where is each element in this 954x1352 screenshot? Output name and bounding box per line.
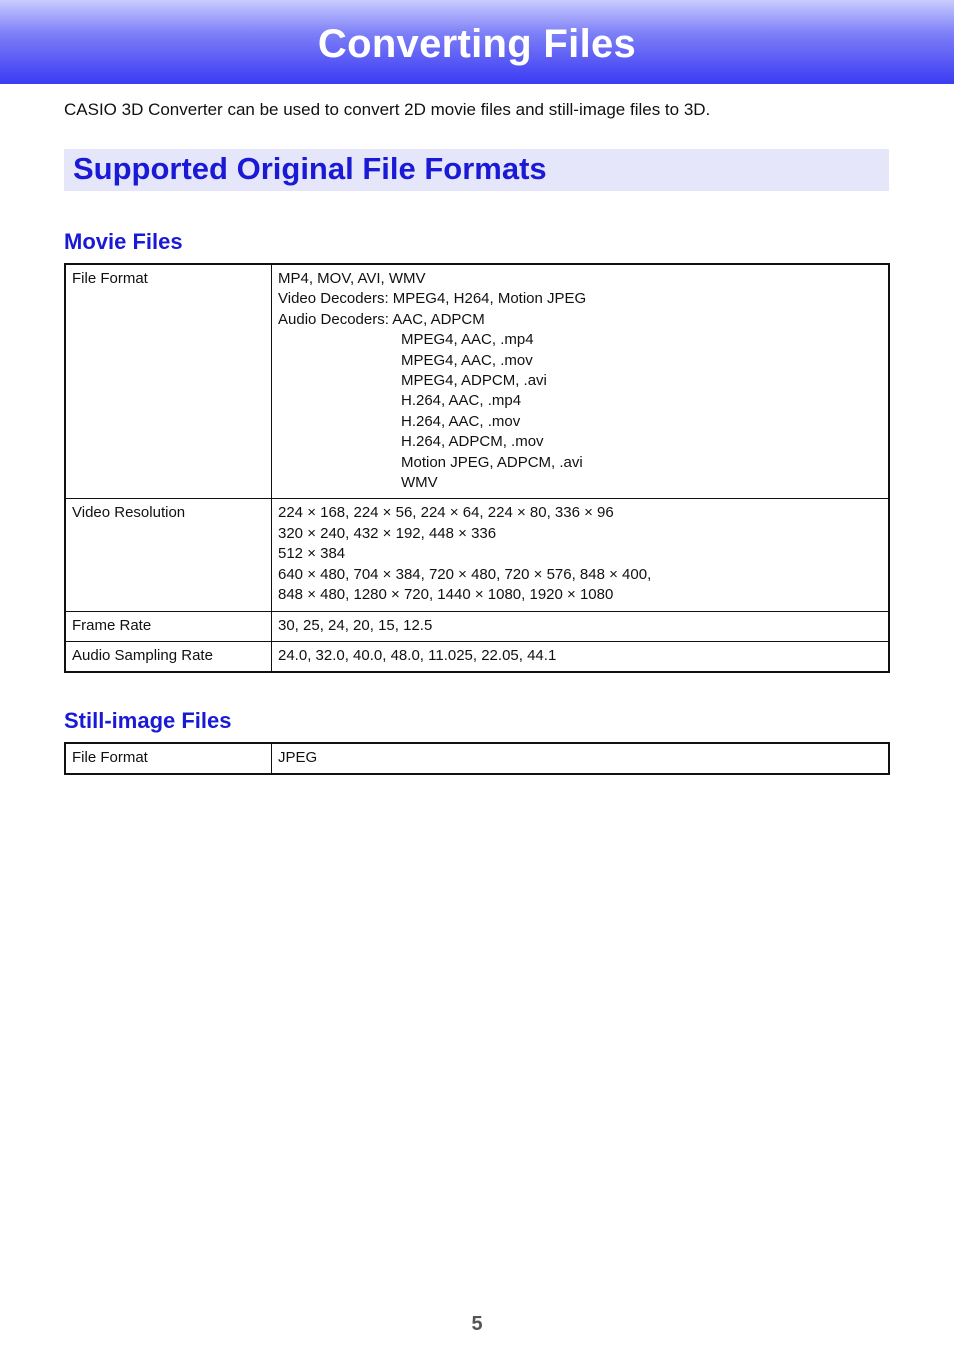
resolution-line: 848 × 480, 1280 × 720, 1440 × 1080, 1920 × 1080 (278, 586, 614, 604)
movie-formats-table (64, 263, 890, 673)
row-label-file-format: File Format (65, 743, 272, 774)
table-row (65, 743, 889, 774)
format-line: MP4, MOV, AVI, WMV (278, 270, 426, 287)
file-format-value (272, 264, 890, 499)
page-number: 5 (471, 1313, 483, 1335)
resolution-line: 512 × 384 (278, 545, 346, 563)
table-row (65, 641, 889, 672)
codec-combo: H.264, ADPCM, .mov (401, 433, 544, 451)
codec-combo: WMV (401, 474, 438, 492)
movie-files-heading: Movie Files (64, 229, 183, 254)
codec-combo: H.264, AAC, .mp4 (401, 392, 522, 410)
section-header (64, 149, 889, 191)
still-image-files-heading: Still-image Files (64, 708, 232, 733)
still-file-format-value: JPEG (272, 743, 890, 774)
section-title: Supported Original File Formats (73, 151, 547, 186)
resolution-line: 224 × 168, 224 × 56, 224 × 64, 224 × 80, 336 × 96 (278, 504, 614, 522)
resolution-line: 640 × 480, 704 × 384, 720 × 480, 720 × 576, 848 × 400, (278, 565, 652, 583)
audio-sampling-rate-value: 24.0, 32.0, 40.0, 48.0, 11.025, 22.05, 44.1 (272, 641, 890, 672)
still-image-formats-table (64, 742, 890, 775)
row-label-audio-sampling-rate: Audio Sampling Rate (65, 641, 272, 672)
table-row (65, 499, 889, 611)
format-line: Audio Decoders: AAC, ADPCM (278, 310, 485, 328)
codec-combo: H.264, AAC, .mov (401, 412, 521, 430)
intro-text: CASIO 3D Converter can be used to convert 2D movie files and still-image files to 3D. (64, 100, 711, 119)
row-label-file-format: File Format (65, 264, 272, 499)
format-line: Video Decoders: MPEG4, H264, Motion JPEG (278, 290, 587, 308)
table-row (65, 264, 889, 499)
row-label-frame-rate: Frame Rate (65, 611, 272, 641)
codec-combo: MPEG4, AAC, .mov (401, 351, 533, 369)
page-header-banner (0, 0, 954, 84)
codec-combo: MPEG4, AAC, .mp4 (401, 331, 534, 349)
page-title: Converting Files (317, 21, 637, 66)
frame-rate-value: 30, 25, 24, 20, 15, 12.5 (272, 611, 890, 641)
codec-combo: Motion JPEG, ADPCM, .avi (401, 453, 583, 471)
codec-combo: MPEG4, ADPCM, .avi (401, 372, 547, 390)
video-resolution-value (272, 499, 890, 611)
resolution-line: 320 × 240, 432 × 192, 448 × 336 (278, 524, 497, 542)
table-row (65, 611, 889, 641)
row-label-video-resolution: Video Resolution (65, 499, 272, 611)
